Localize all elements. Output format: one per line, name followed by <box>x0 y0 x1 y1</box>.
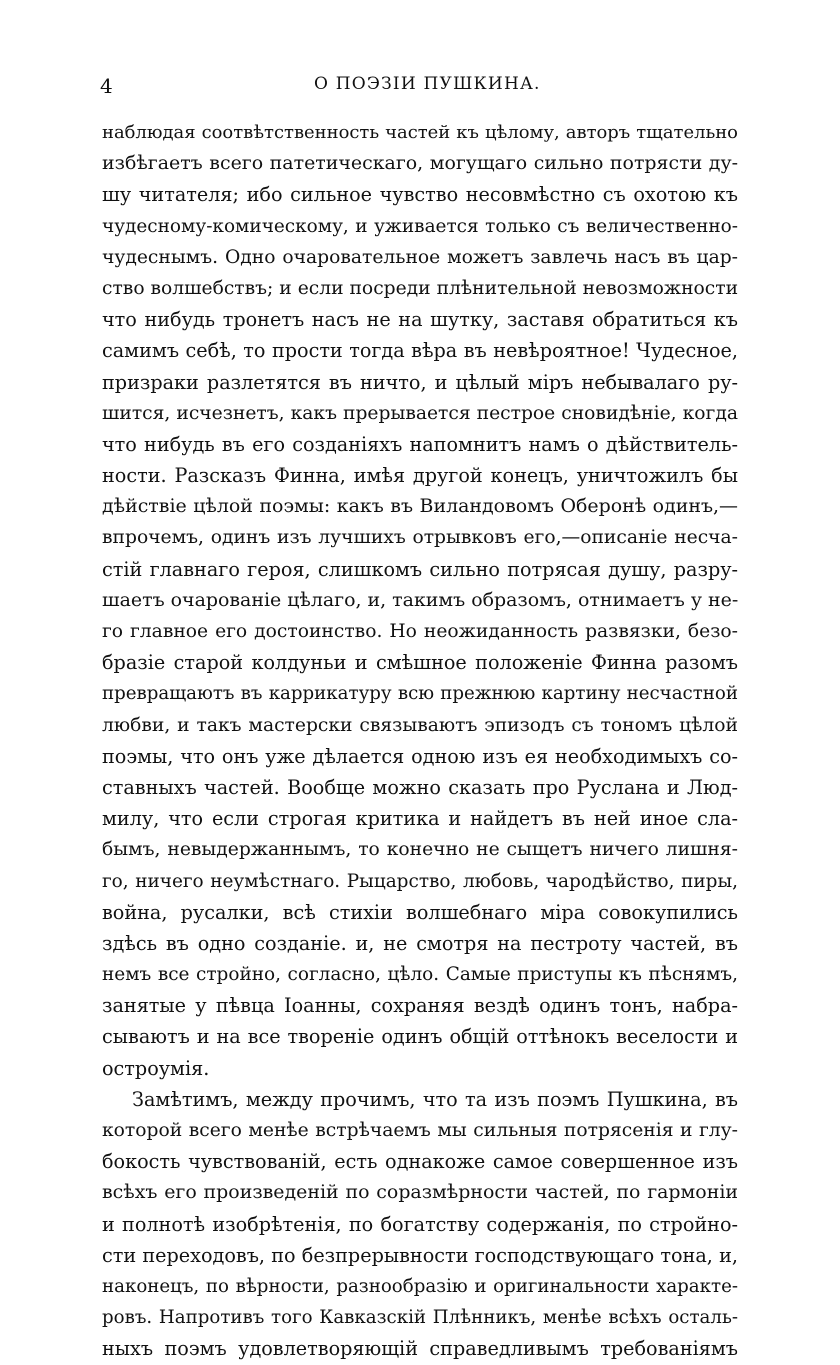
text-line: что нибудь въ его созданіяхъ напомнитъ намъ о дѣйствитель- <box>102 432 738 456</box>
text-line: стій главнаго героя, слишкомъ сильно потрясая душу, разру- <box>102 557 738 581</box>
text-line: шится, исчезнетъ, какъ прерывается пестрое сновидѣніе, когда <box>102 402 738 424</box>
text-line: что нибудь тронетъ насъ не на шутку, заставя обратиться къ <box>102 308 738 332</box>
text-line: война, русалки, всѣ стихіи волшебнаго міра совокупились <box>102 900 738 924</box>
text-line: чудеснымъ. Одно очаровательное можетъ завлечь насъ въ цар- <box>102 246 738 268</box>
text-line: го главное его достоинство. Но неожиданность развязки, безо- <box>102 621 738 642</box>
text-line: сти переходовъ, по безпрерывности господствующаго тона, и, <box>102 1243 738 1267</box>
text-line: призраки разлетятся въ ничто, и цѣлый міръ небывалаго ру- <box>102 370 738 394</box>
text-line: наблюдая соотвѣтственность частей къ цѣлому, авторъ тщательно <box>102 122 738 143</box>
text-line: и полнотѣ изобрѣтенія, по богатству содержанія, по стройно- <box>102 1212 738 1236</box>
running-title: О ПОЭЗІИ ПУШКИНА. <box>314 74 541 94</box>
text-line: которой всего менѣе встрѣчаемъ мы сильныя потрясенія и глу- <box>102 1120 738 1141</box>
text-line: дѣйствіе цѣлой поэмы: какъ въ Виландовомъ Оберонѣ одинъ,— <box>102 495 738 518</box>
text-line: занятые у пѣвца Іоанны, сохраняя вездѣ одинъ тонъ, набра- <box>102 994 738 1018</box>
text-line: превращаютъ въ каррикатуру всю прежнюю картину несчастной <box>102 683 738 705</box>
paragraph <box>102 117 738 1084</box>
text-line: немъ все стройно, согласно, цѣло. Самые приступы къ пѣснямъ, <box>102 964 738 986</box>
text-line: наконецъ, по вѣрности, разнообразію и оригинальности характе- <box>102 1275 738 1297</box>
text-line: избѣгаетъ всего патетическаго, могущаго сильно потрясти ду- <box>102 152 738 175</box>
text-line: ности. Разсказъ Финна, имѣя другой конецъ, уничтожилъ бы <box>102 464 738 488</box>
text-line: Замѣтимъ, между прочимъ, что та изъ поэмъ Пушкина, въ <box>132 1087 738 1111</box>
running-head <box>100 74 740 104</box>
text-line: поэмы, что онъ уже дѣлается одною изъ ея необходимыхъ со- <box>102 744 738 768</box>
text-line: ныхъ поэмъ удовлетворяющій справедливымъ требованіямъ <box>102 1337 738 1361</box>
text-line: бымъ, невыдержаннымъ, то конечно не сыщетъ ничего лишня- <box>102 839 738 861</box>
text-line: любви, и такъ мастерски связываютъ эпизодъ съ тономъ цѣлой <box>102 714 738 736</box>
body-text <box>102 117 738 1365</box>
text-line: шаетъ очарованіе цѣлаго, и, такимъ образомъ, отнимаетъ у не- <box>102 588 739 611</box>
text-line: ство волшебствъ; и если посреди плѣнительной невозможности <box>102 277 739 299</box>
page-number: 4 <box>100 74 113 98</box>
paragraph <box>102 1084 738 1365</box>
text-line: чудесному-комическому, и уживается только съ величественно- <box>102 215 738 237</box>
text-line: ровъ. Напротивъ того Кавказскій Плѣнникъ, менѣе всѣхъ осталь- <box>102 1307 738 1329</box>
text-line: сываютъ и на все твореніе одинъ общій оттѣнокъ веселости и <box>102 1025 738 1049</box>
text-line: самимъ себѣ, то прости тогда вѣра въ невѣроятное! Чудесное, <box>102 339 738 363</box>
text-line: го, ничего неумѣстнаго. Рыцарство, любовь, чародѣйство, пиры, <box>102 870 738 892</box>
text-line: всѣхъ его произведеній по соразмѣрности частей, по гармоніи <box>102 1181 738 1204</box>
text-line: впрочемъ, одинъ изъ лучшихъ отрывковъ его,—описаніе несча- <box>102 527 738 549</box>
text-line: бразіе старой колдуньи и смѣшное положеніе Финна разомъ <box>102 651 738 675</box>
text-line: ставныхъ частей. Вообще можно сказать про Руслана и Люд- <box>102 775 738 799</box>
text-line: остроумія. <box>102 1056 210 1080</box>
text-line: шу читателя; ибо сильное чувство несовмѣстно съ охотою къ <box>102 183 738 207</box>
text-line: милу, что если строгая критика и найдетъ въ ней иное сла- <box>102 807 738 831</box>
text-line: здѣсь въ одно созданіе. и, не смотря на пестроту частей, въ <box>102 931 738 955</box>
text-line: бокость чувствованій, есть однакоже самое совершенное изъ <box>102 1150 738 1174</box>
